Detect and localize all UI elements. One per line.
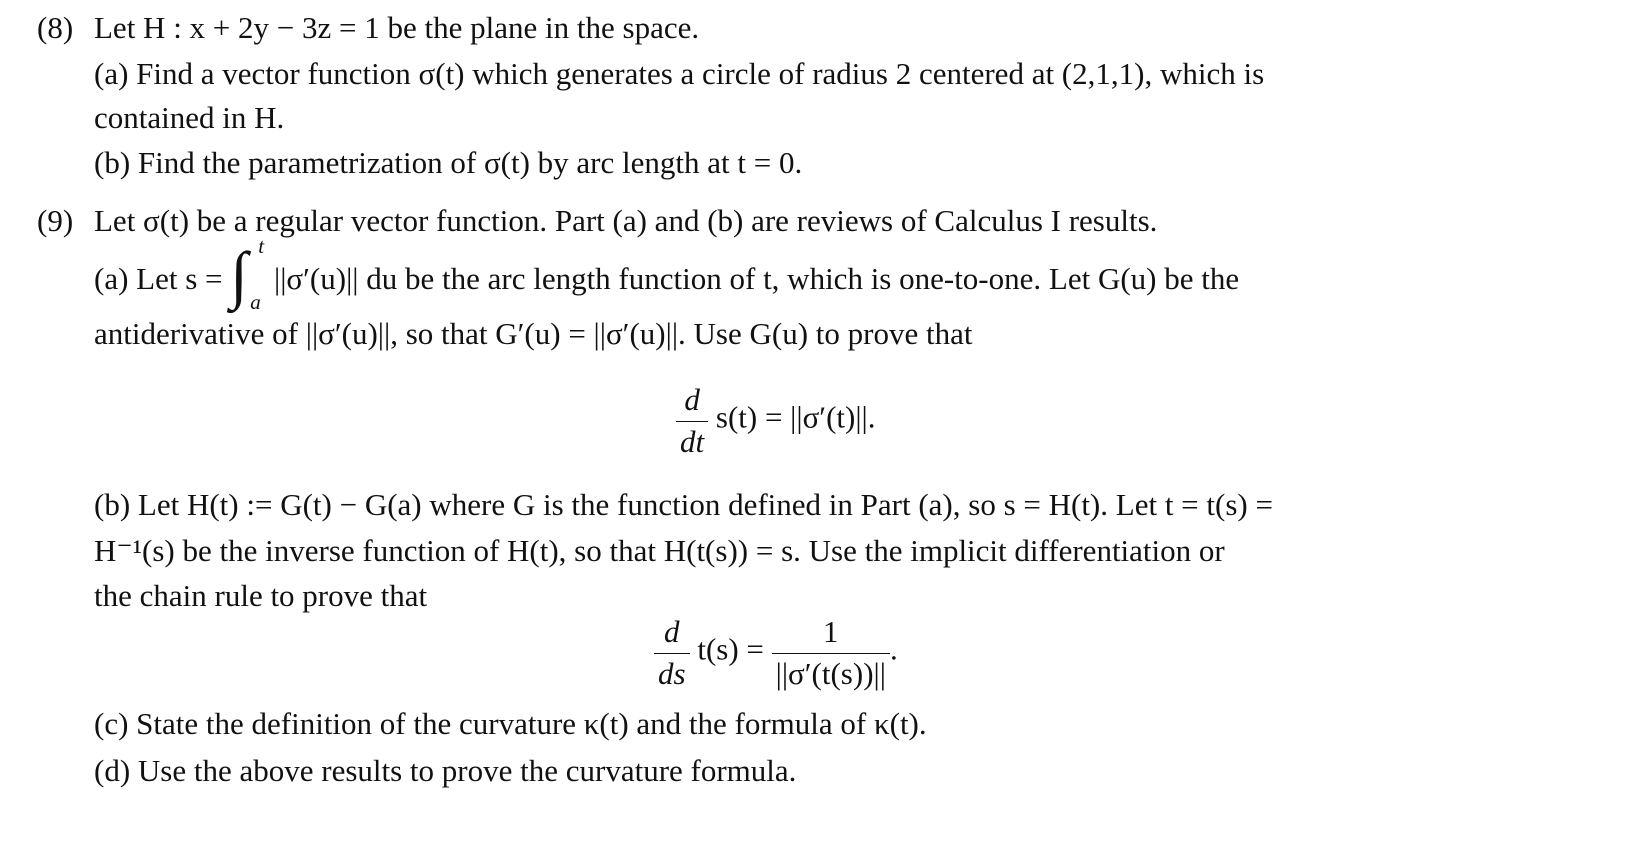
problem-9b-line-1: (b) Let H(t) := G(t) − G(a) where G is the function defined in Part (a), so s = H(t). Let t = t(s) = (94, 487, 1273, 522)
problem-9-header (37, 205, 1157, 236)
equation-1-denominator: dt (676, 421, 708, 457)
equation-2-rhs-denominator: ||σ′(t(s))|| (772, 653, 890, 689)
integral-sign: ∫ t a (230, 233, 265, 314)
equation-1-derivative (676, 384, 708, 457)
problem-9a-line-2: antiderivative of ||σ′(u)||, so that G′(u) = ||σ′(u)||. Use G(u) to prove that (94, 316, 973, 351)
equation-2-denominator: ds (654, 653, 690, 689)
problem-8b: (b) Find the parametrization of σ(t) by arc length at t = 0. (94, 145, 803, 180)
integral-upper-limit: t (258, 233, 265, 258)
equation-2-rhs-fraction (772, 616, 890, 689)
equation-2-rhs-numerator: 1 (823, 614, 839, 649)
problem-9a-after-integral: ||σ′(u)|| du be the arc length function of t, which is one-to-one. Let G(u) be the (274, 261, 1240, 296)
equation-2-end: . (889, 631, 898, 667)
problem-9b-line-2: H⁻¹(s) be the inverse function of H(t), so that H(t(s)) = s. Use the implicit differentiation or (94, 533, 1225, 568)
problem-9c: (c) State the definition of the curvature κ(t) and the formula of κ(t). (94, 706, 927, 741)
integral-lower-limit: a (250, 289, 261, 314)
problem-8a-line-2: contained in H. (94, 100, 285, 135)
equation-1-rest: s(t) = ||σ′(t)||. (715, 399, 876, 435)
problem-9a-lead: (a) Let s = (94, 261, 223, 296)
problem-9a-line-1 (94, 233, 1240, 314)
problem-8-statement: Let H : x + 2y − 3z = 1 be the plane in the space. (94, 10, 700, 45)
problem-8-number: (8) (37, 10, 74, 45)
problem-9-number: (9) (37, 203, 74, 238)
display-equation-1 (676, 384, 876, 457)
problem-9d: (d) Use the above results to prove the curvature formula. (94, 753, 797, 788)
display-equation-2 (654, 616, 898, 689)
equation-2-derivative (654, 616, 690, 689)
problem-8a-line-1: (a) Find a vector function σ(t) which generates a circle of radius 2 centered at (2,1,1), which is (94, 56, 1265, 91)
equation-2-middle: t(s) = (697, 631, 764, 667)
problem-9b-line-3: the chain rule to prove that (94, 578, 428, 613)
problem-8-header (37, 12, 699, 43)
equation-2-numerator: d (664, 614, 680, 649)
equation-1-numerator: d (684, 382, 700, 417)
problem-9-statement: Let σ(t) be a regular vector function. Part (a) and (b) are reviews of Calculus I results. (94, 203, 1158, 238)
